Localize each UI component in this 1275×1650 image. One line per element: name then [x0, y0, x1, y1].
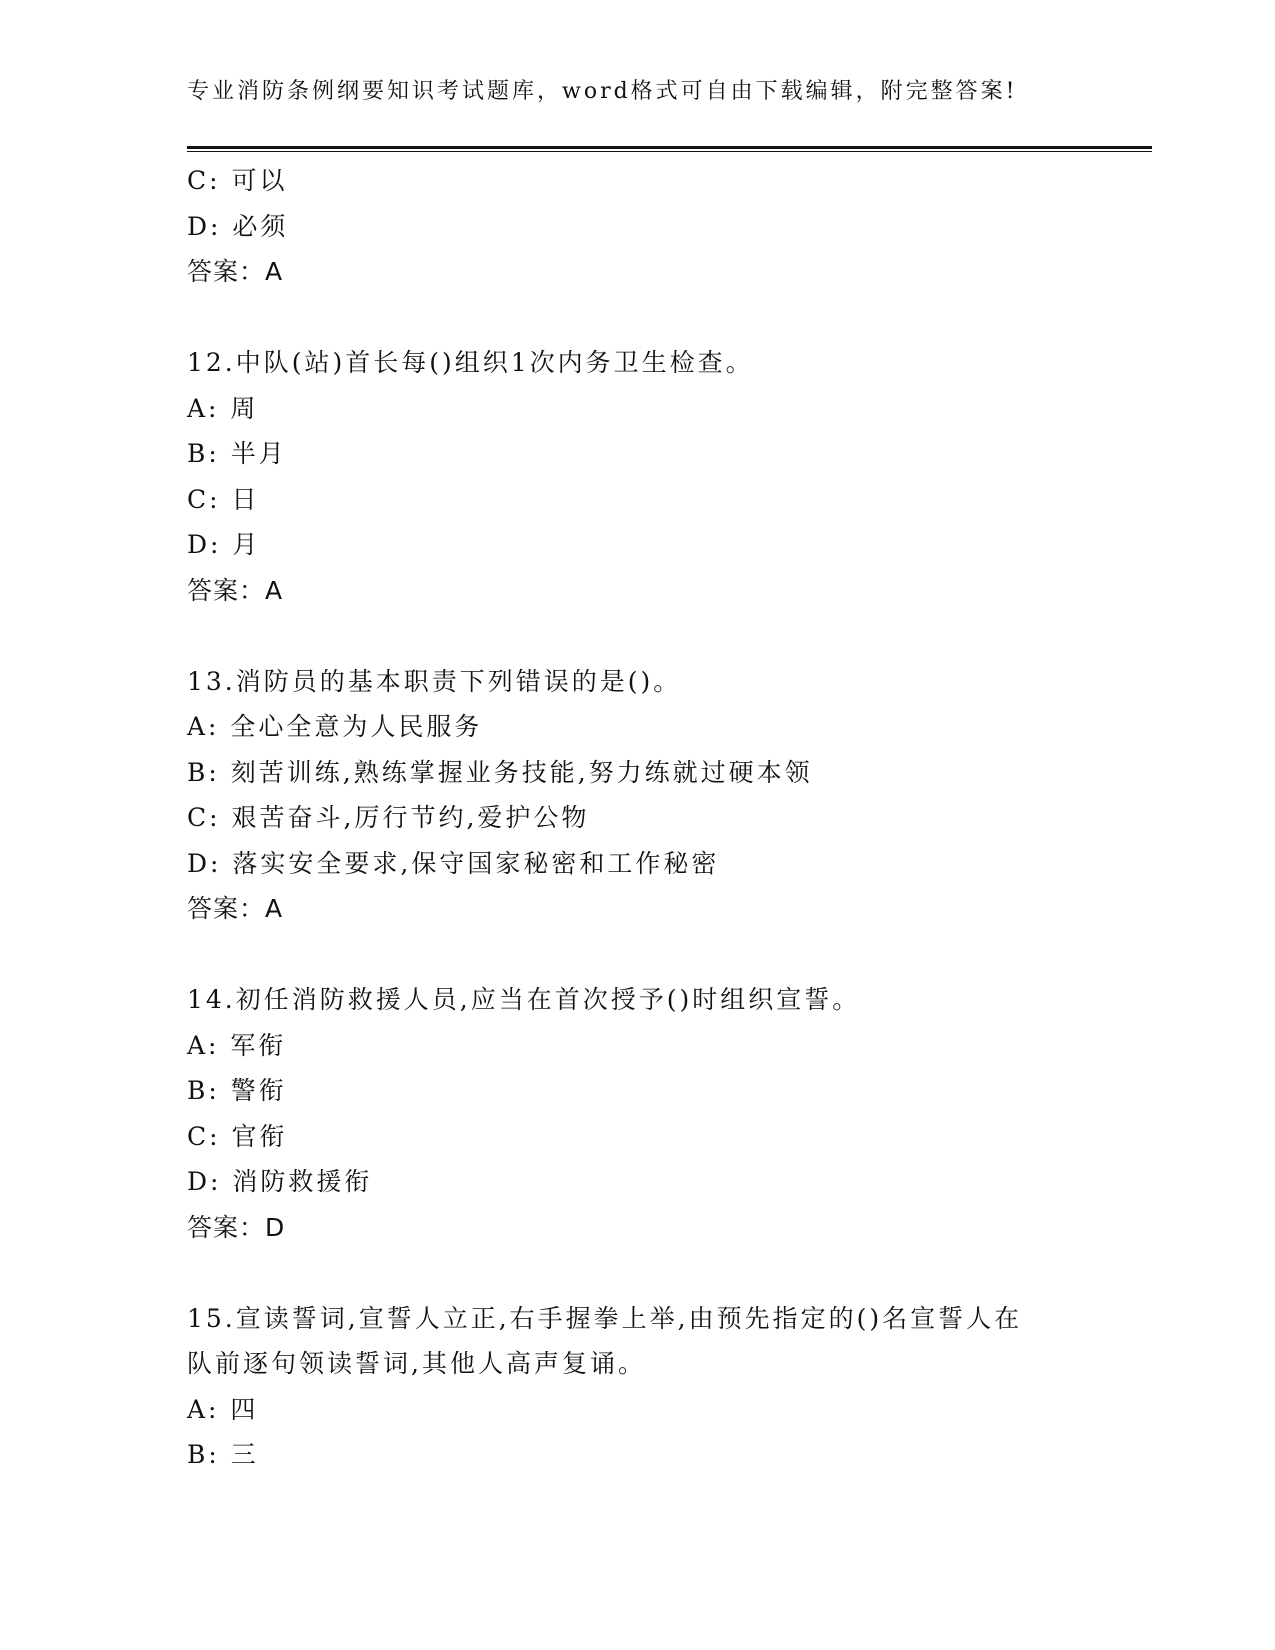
answer-line: 答案：D	[187, 1212, 286, 1242]
spacer	[187, 1250, 1087, 1296]
question-text: 队前逐句领读誓词,其他人高声复诵。	[187, 1349, 646, 1378]
option-line: A: 周	[187, 393, 259, 423]
option-line: C: 可以	[187, 166, 288, 195]
option-line: A: 全心全意为人民服务	[187, 712, 483, 741]
question-text: 13.消防员的基本职责下列错误的是()。	[187, 666, 682, 696]
answer-line: 答案：A	[187, 894, 284, 923]
option-line: B: 刻苦训练,熟练掌握业务技能,努力练就过硬本领	[187, 757, 813, 787]
option-line: D: 消防救援衔	[187, 1167, 373, 1196]
question-list	[187, 158, 1087, 1478]
option-line: D: 落实安全要求,保守国家秘密和工作秘密	[187, 848, 720, 878]
option-line: A: 军衔	[187, 1030, 287, 1060]
spacer	[187, 613, 1087, 659]
answer-line: 答案：A	[187, 257, 284, 286]
option-line: B: 半月	[187, 439, 287, 468]
question-text: 14.初任消防救援人员,应当在首次授予()时组织宣誓。	[187, 985, 861, 1014]
spacer	[187, 932, 1087, 978]
option-line: D: 月	[187, 530, 261, 559]
question-text: 15.宣读誓词,宣誓人立正,右手握拳上举,由预先指定的()名宣誓人在	[187, 1303, 1023, 1333]
header-rule	[187, 146, 1152, 149]
option-line: C: 日	[187, 484, 260, 514]
option-line: C: 官衔	[187, 1121, 288, 1151]
page-header: 专业消防条例纲要知识考试题库，word格式可自由下载编辑，附完整答案!	[187, 79, 1018, 104]
option-line: D: 必须	[187, 211, 289, 241]
answer-line: 答案：A	[187, 575, 284, 605]
option-line: B: 三	[187, 1440, 259, 1469]
header-rule-thin	[187, 151, 1152, 152]
option-line: B: 警衔	[187, 1076, 287, 1105]
option-line: C: 艰苦奋斗,厉行节约,爱护公物	[187, 803, 590, 832]
option-line: A: 四	[187, 1394, 259, 1424]
question-text: 12.中队(站)首长每()组织1次内务卫生检查。	[187, 348, 754, 377]
spacer	[187, 295, 1087, 341]
